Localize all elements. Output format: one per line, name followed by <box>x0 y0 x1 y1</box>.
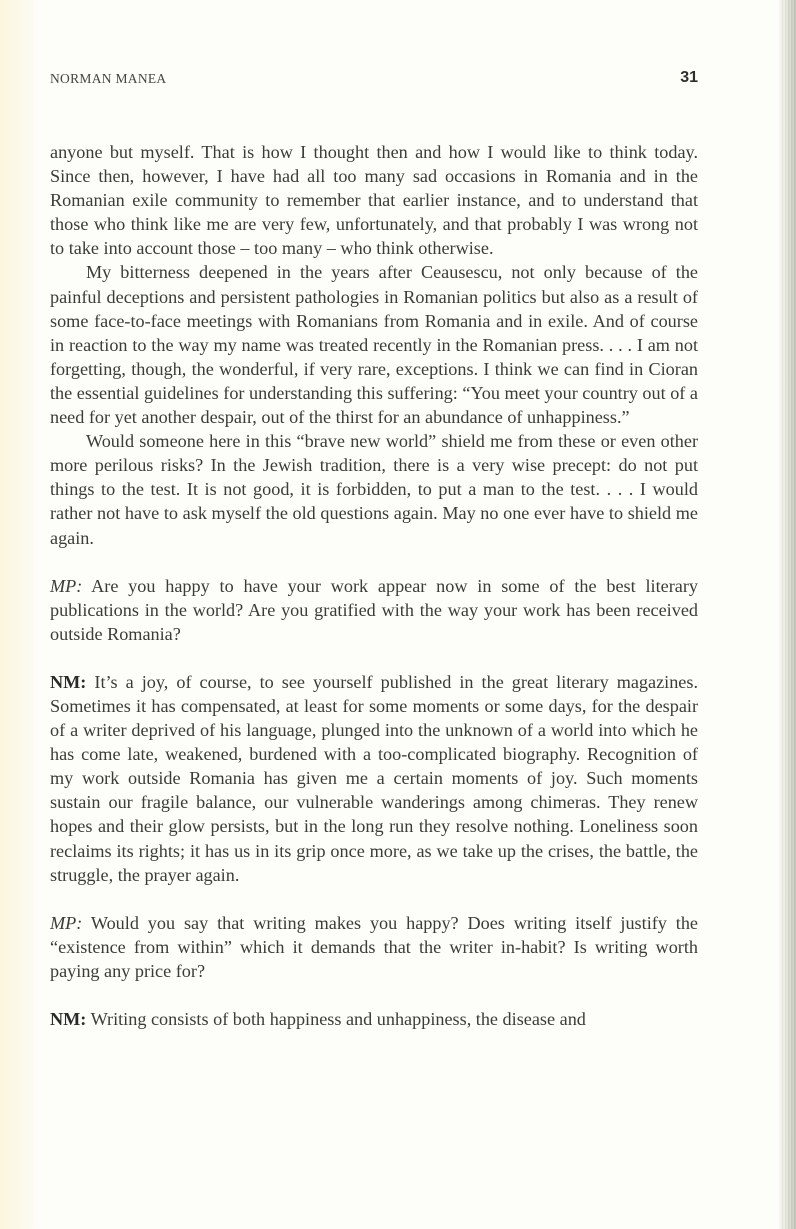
interview-question <box>50 911 698 983</box>
running-head <box>50 71 698 91</box>
speaker-label-nm: NM: <box>50 1009 87 1029</box>
body-text <box>50 140 698 1031</box>
page-number: 31 <box>680 69 698 86</box>
interview-question <box>50 574 698 646</box>
speaker-label-mp: MP: <box>50 575 83 596</box>
paragraph-bitterness <box>50 260 698 429</box>
answer-text: It’s a joy, of course, to see yourself published in the great literary magazines. Sometimes it has compensated, at least for some moments or some days, for the despair of a writer deprived of his language, plunged into the unknown of a world into which he has come late, weakened, burdened with a too-complicated biography. Recognition of my work outside Romania has given me a certain moments of joy. Such moments sustain our fragile balance, our vulnerable wanderings among chimeras. They renew hopes and their glow persists, but in the long run they resolve nothing. Loneliness soon reclaims its rights; it has us in its grip once more, as we take up the crises, the battle, the struggle, the prayer again. <box>50 671 698 885</box>
question-text: Are you happy to have your work appear now in some of the best literary publications in the world? Are you gratified with the way your work has been received outside Romania? <box>50 575 698 644</box>
speaker-label-mp: MP: <box>50 912 83 933</box>
paragraph-brave-new-world <box>50 429 698 549</box>
running-head-author: NORMAN MANEA <box>50 71 167 86</box>
paragraph-text: anyone but myself. That is how I thought then and how I would like to think today. Since then, however, I have had all too many sad occasions in Romania and in the Romanian exile community to remember that earlier instance, and to understand that those who think like me are very few, unfortunately, and that probably I was wrong not to take into account those – too many – who think otherwise. <box>50 142 698 259</box>
page-gutter-shadow <box>0 0 40 1229</box>
interview-answer <box>50 1007 698 1031</box>
speaker-label-nm: NM: <box>50 671 87 692</box>
question-text: Would you say that writing makes you happy? Does writing itself justify the “existence from within” which it demands that the writer in‑habit? Is writing worth paying any price for? <box>50 912 698 981</box>
answer-text: Writing consists of both happiness and unhappiness, the disease and <box>90 1009 586 1029</box>
interview-answer <box>50 670 698 887</box>
page-stack-edge <box>778 0 796 1229</box>
paragraph-text: Would someone here in this “brave new world” shield me from these or even other more perilous risks? In the Jewish tradition, there is a very wise precept: do not put things to the test. It is not good, it is forbidden, to put a man to the test. . . . I would rather not have to ask myself the old questions again. May no one ever have to shield me again. <box>50 431 698 548</box>
paragraph-text: My bitterness deepened in the years after Ceausescu, not only because of the painful deceptions and persistent pathologies in Romanian politics but also as a result of some face-to-face meetings with Romanians from Romania and in exile. And of course in reaction to the way my name was treated recently in the Romanian press. . . . I am not forgetting, though, the wonderful, if very rare, exceptions. I think we can find in Cioran the essential guidelines for understanding this suffering: “You meet your country out of a need for yet another despair, out of the thirst for an abundance of unhappiness.” <box>50 262 698 428</box>
paragraph-continuation <box>50 140 698 260</box>
